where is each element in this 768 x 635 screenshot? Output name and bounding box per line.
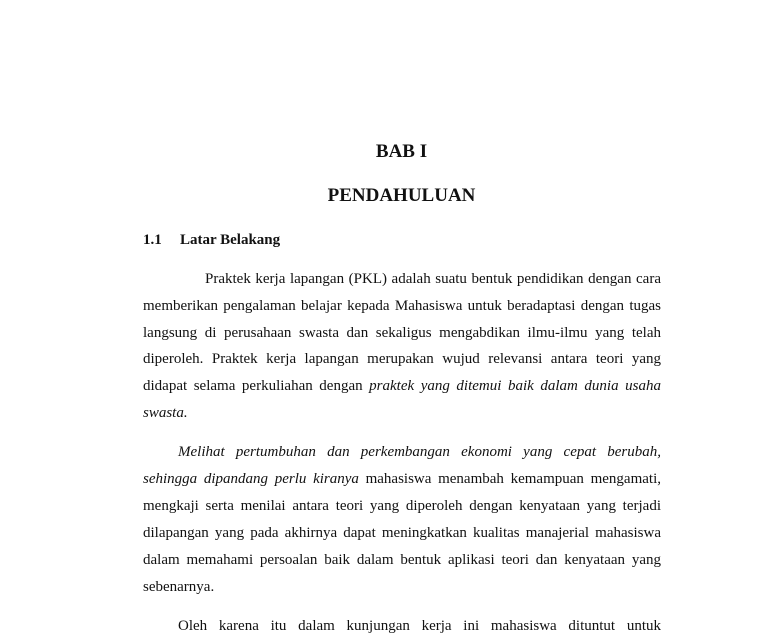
paragraph-2-line-2-emphasis: sehingga dipandang perlu kiranya <box>143 471 359 487</box>
paragraph-1-line-2: memberikan pengalaman belajar kepada Mahasiswa untuk beradaptasi dengan tugas <box>143 298 661 314</box>
section-title: Latar Belakang <box>180 232 281 248</box>
paragraph-2-line-5: dalam memahami persoalan baik dalam bentuk aplikasi teori dan kenyataan yang <box>143 552 661 568</box>
paragraph-2-line-2-text: mahasiswa menambah kemampuan mengamati, <box>358 471 661 487</box>
section-number: 1.1 <box>143 232 162 248</box>
paragraph-2-line-4: dilapangan yang pada akhirnya dapat meningkatkan kualitas manajerial mahasiswa <box>143 525 661 541</box>
paragraph-1-line-5-emphasis: praktek yang ditemui baik dalam dunia usaha <box>369 378 661 394</box>
paragraph-1-line-6 <box>143 404 661 422</box>
paragraph-3-line-1: Oleh karena itu dalam kunjungan kerja ini mahasiswa dituntut untuk <box>178 618 661 634</box>
paragraph-2-line-6: sebenarnya. <box>143 579 215 595</box>
paragraph-1-line-1: Praktek kerja lapangan (PKL) adalah suatu bentuk pendidikan dengan cara <box>205 271 661 287</box>
chapter-title: PENDAHULUAN <box>327 185 476 206</box>
paragraph-2-line-1-emphasis: Melihat pertumbuhan dan perkembangan ekonomi yang cepat berubah, <box>178 444 661 460</box>
section-heading <box>143 231 280 249</box>
paragraph-1-line-5 <box>143 377 661 395</box>
paragraph-1-line-6-emphasis: swasta. <box>143 405 188 421</box>
paragraph-1-line-4: diperoleh. Praktek kerja lapangan merupakan wujud relevansi antara teori yang <box>143 351 661 367</box>
paragraph-2-line-2 <box>143 470 661 488</box>
paragraph-1-line-3: langsung di perusahaan swasta dan sekaligus mengabdikan ilmu-ilmu yang telah <box>143 325 661 341</box>
chapter-number: BAB I <box>375 141 428 162</box>
paragraph-2-line-1 <box>178 443 661 461</box>
paragraph-1-line-5-text: didapat selama perkuliahan dengan <box>143 378 370 394</box>
paragraph-2-line-3: mengkaji serta menilai antara teori yang diperoleh dengan kenyataan yang terjadi <box>143 498 661 514</box>
